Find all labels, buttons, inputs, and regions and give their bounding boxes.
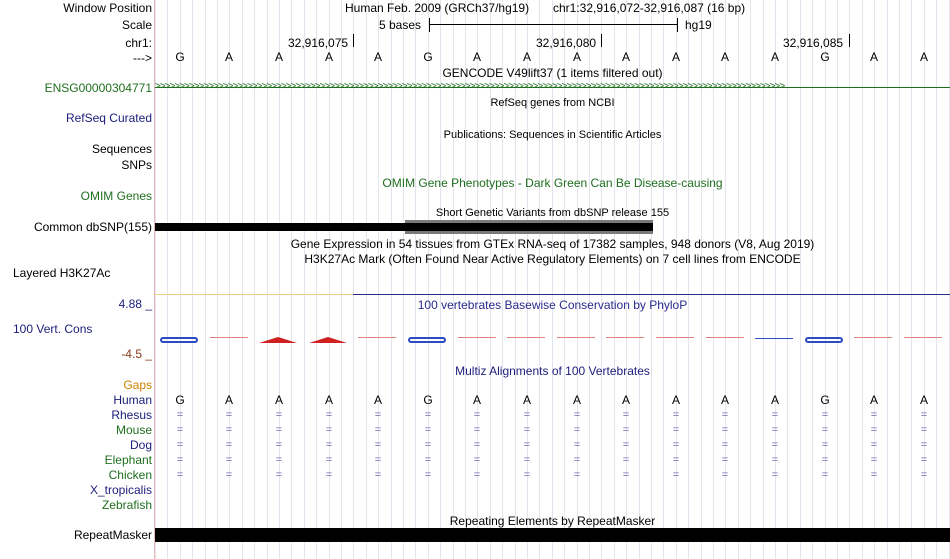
phylop-neutral-mark: [507, 337, 545, 338]
base-letter: A: [671, 50, 680, 64]
chicken-alignment-mark: =: [374, 469, 382, 481]
multiz-track-title[interactable]: Multiz Alignments of 100 Vertebrates: [455, 364, 650, 378]
rhesus-alignment-mark: =: [920, 409, 928, 421]
rhesus-alignment-mark: =: [771, 409, 779, 421]
rhesus-alignment-mark: =: [622, 409, 630, 421]
vert-cons-label[interactable]: 100 Vert. Cons: [13, 322, 93, 336]
chicken-alignment-mark: =: [523, 469, 531, 481]
layered-h3k27ac-label[interactable]: Layered H3K27Ac: [13, 266, 111, 280]
window-position-value: chr1:32,916,072-32,916,087 (16 bp): [553, 1, 746, 15]
common-dbsnp-label[interactable]: Common dbSNP(155): [33, 220, 152, 234]
base-letter: G: [423, 50, 433, 64]
rhesus-alignment-mark: =: [374, 409, 382, 421]
mouse-alignment-mark: =: [374, 424, 382, 436]
rhesus-alignment-mark: =: [573, 409, 581, 421]
human-base-letter: A: [671, 393, 680, 407]
dog-alignment-mark: =: [325, 439, 333, 451]
coord-label-1: 32,916,075: [288, 36, 349, 50]
human-base-letter: A: [869, 393, 878, 407]
chicken-alignment-mark: =: [225, 469, 233, 481]
dog-alignment-mark: =: [721, 439, 729, 451]
mouse-alignment-mark: =: [325, 424, 333, 436]
base-letter: A: [472, 50, 481, 64]
chicken-alignment-mark: =: [275, 469, 283, 481]
human-base-letter: A: [224, 393, 233, 407]
human-base-letter: A: [621, 393, 630, 407]
mouse-alignment-mark: =: [225, 424, 233, 436]
phylop-top-line: [353, 294, 950, 295]
phylop-neutral-mark: [210, 337, 248, 338]
dog-alignment-mark: =: [573, 439, 581, 451]
mouse-alignment-mark: =: [771, 424, 779, 436]
phylop-neutral-mark: [904, 337, 942, 338]
species-mouse-label[interactable]: Mouse: [115, 423, 152, 437]
elephant-alignment-mark: =: [225, 454, 233, 466]
dog-alignment-mark: =: [275, 439, 283, 451]
dog-alignment-mark: =: [473, 439, 481, 451]
assembly-title: Human Feb. 2009 (GRCh37/hg19): [345, 1, 530, 15]
phylop-neutral-mark: [706, 337, 744, 338]
mouse-alignment-mark: =: [523, 424, 531, 436]
gene-id-label[interactable]: ENSG00000304771: [44, 81, 152, 95]
chicken-alignment-mark: =: [573, 469, 581, 481]
phylop-low-mark: [755, 338, 793, 339]
mouse-alignment-mark: =: [473, 424, 481, 436]
chrom-label: chr1:: [125, 36, 152, 50]
dog-alignment-mark: =: [920, 439, 928, 451]
dog-alignment-mark: =: [870, 439, 878, 451]
rhesus-alignment-mark: =: [523, 409, 531, 421]
chicken-alignment-mark: =: [821, 469, 829, 481]
h3k27ac-track-title[interactable]: H3K27Ac Mark (Often Found Near Active Regulatory Elements) on 7 cell lines from ENCODE: [304, 252, 801, 266]
base-letter: A: [572, 50, 581, 64]
coord-label-3: 32,916,085: [783, 36, 844, 50]
mouse-alignment-mark: =: [920, 424, 928, 436]
dbsnp-variant-core[interactable]: [405, 223, 653, 231]
scale-text: 5 bases: [379, 18, 422, 32]
dog-alignment-mark: =: [225, 439, 233, 451]
base-letter: A: [621, 50, 630, 64]
human-base-letter: A: [572, 393, 581, 407]
elephant-alignment-mark: =: [721, 454, 729, 466]
dog-alignment-mark: =: [622, 439, 630, 451]
human-base-letter: A: [720, 393, 729, 407]
dog-alignment-mark: =: [374, 439, 382, 451]
mouse-alignment-mark: =: [721, 424, 729, 436]
rhesus-alignment-mark: =: [721, 409, 729, 421]
human-base-letter: A: [919, 393, 928, 407]
dog-alignment-mark: =: [821, 439, 829, 451]
base-letter: A: [770, 50, 779, 64]
mouse-alignment-mark: =: [672, 424, 680, 436]
species-dog-label[interactable]: Dog: [129, 438, 152, 452]
phylop-neutral-mark: [458, 337, 496, 338]
species-zebrafish-label[interactable]: Zebrafish: [101, 498, 152, 512]
elephant-alignment-mark: =: [374, 454, 382, 466]
rhesus-alignment-mark: =: [325, 409, 333, 421]
mouse-alignment-mark: =: [275, 424, 283, 436]
mouse-alignment-mark: =: [821, 424, 829, 436]
sequences-label[interactable]: Sequences: [91, 142, 152, 156]
dbsnp-track-title[interactable]: Short Genetic Variants from dbSNP release 155: [435, 207, 670, 219]
human-base-letter: G: [820, 393, 830, 407]
mouse-alignment-mark: =: [622, 424, 630, 436]
human-base-letter: A: [274, 393, 283, 407]
scale-bar-end: [677, 18, 678, 32]
base-letter: A: [274, 50, 283, 64]
human-base-letter: G: [423, 393, 433, 407]
dog-alignment-mark: =: [523, 439, 531, 451]
base-letter: A: [720, 50, 729, 64]
elephant-alignment-mark: =: [424, 454, 432, 466]
chicken-alignment-mark: =: [325, 469, 333, 481]
base-letter: A: [373, 50, 382, 64]
scale-label: Scale: [121, 18, 152, 32]
phylop-a-mark: [259, 337, 297, 343]
phylop-g-mark: [805, 337, 843, 343]
chicken-alignment-mark: =: [920, 469, 928, 481]
base-letter: G: [820, 50, 830, 64]
rhesus-alignment-mark: =: [672, 409, 680, 421]
elephant-alignment-mark: =: [473, 454, 481, 466]
chicken-alignment-mark: =: [721, 469, 729, 481]
elephant-alignment-mark: =: [672, 454, 680, 466]
elephant-alignment-mark: =: [573, 454, 581, 466]
phylop-neutral-mark: [358, 337, 396, 338]
dog-alignment-mark: =: [771, 439, 779, 451]
publications-track-title[interactable]: Publications: Sequences in Scientific Articles: [443, 129, 662, 141]
refseq-track-title[interactable]: RefSeq genes from NCBI: [490, 97, 615, 109]
base-letter: A: [869, 50, 878, 64]
base-letter: A: [919, 50, 928, 64]
phylop-g-mark: [160, 337, 198, 343]
base-letter: A: [522, 50, 531, 64]
chicken-alignment-mark: =: [870, 469, 878, 481]
gencode-track-title[interactable]: GENCODE V49lift37 (1 items filtered out): [442, 66, 663, 80]
genome-browser-track-image[interactable]: [155, 0, 950, 559]
phylop-neutral-mark: [854, 337, 892, 338]
human-base-letter: A: [373, 393, 382, 407]
chicken-alignment-mark: =: [672, 469, 680, 481]
base-letter: A: [324, 50, 333, 64]
dog-alignment-mark: =: [176, 439, 184, 451]
elephant-alignment-mark: =: [920, 454, 928, 466]
gene-model-line: [155, 87, 950, 88]
gaps-label[interactable]: Gaps: [123, 378, 152, 392]
phylop-max-label: 4.88 _: [118, 297, 152, 311]
elephant-alignment-mark: =: [870, 454, 878, 466]
gtex-track-title[interactable]: Gene Expression in 54 tissues from GTEx RNA-seq of 17382 samples, 948 donors (V8, Aug 2019): [290, 237, 815, 251]
base-letter: A: [224, 50, 233, 64]
elephant-alignment-mark: =: [821, 454, 829, 466]
elephant-alignment-mark: =: [176, 454, 184, 466]
rhesus-alignment-mark: =: [821, 409, 829, 421]
repeatmasker-label[interactable]: RepeatMasker: [73, 528, 152, 542]
elephant-alignment-mark: =: [622, 454, 630, 466]
coord-tick-1: [353, 34, 354, 47]
rhesus-alignment-mark: =: [275, 409, 283, 421]
species-elephant-label[interactable]: Elephant: [104, 453, 152, 467]
mouse-alignment-mark: =: [176, 424, 184, 436]
chicken-alignment-mark: =: [176, 469, 184, 481]
repeat-element-bar[interactable]: [155, 528, 950, 542]
chicken-alignment-mark: =: [771, 469, 779, 481]
dog-alignment-mark: =: [672, 439, 680, 451]
chicken-alignment-mark: =: [424, 469, 432, 481]
elephant-alignment-mark: =: [325, 454, 333, 466]
mouse-alignment-mark: =: [870, 424, 878, 436]
scale-bar-start: [429, 18, 430, 32]
rhesus-alignment-mark: =: [225, 409, 233, 421]
chicken-alignment-mark: =: [473, 469, 481, 481]
human-base-letter: G: [175, 393, 185, 407]
phylop-g-mark: [408, 337, 446, 343]
mouse-alignment-mark: =: [573, 424, 581, 436]
human-base-letter: A: [522, 393, 531, 407]
phylop-track-title[interactable]: 100 vertebrates Basewise Conservation by PhyloP: [417, 298, 688, 312]
coord-tick-2: [601, 34, 602, 47]
window-position-label: Window Position: [63, 1, 152, 15]
scale-bar: [429, 24, 677, 25]
omim-track-title[interactable]: OMIM Gene Phenotypes - Dark Green Can Be Disease-causing: [382, 176, 723, 190]
coord-tick-3: [849, 34, 850, 47]
h3k27ac-signal-line: [155, 294, 353, 295]
refseq-curated-label[interactable]: RefSeq Curated: [65, 111, 152, 125]
rhesus-alignment-mark: =: [870, 409, 878, 421]
species-xtropicalis-label[interactable]: X_tropicalis: [89, 483, 152, 497]
track-labels-panel: [0, 0, 154, 559]
coord-label-2: 32,916,080: [536, 36, 597, 50]
base-letter: G: [175, 50, 185, 64]
phylop-neutral-mark: [606, 337, 644, 338]
phylop-min-label: -4.5 _: [121, 347, 152, 361]
human-base-letter: A: [324, 393, 333, 407]
phylop-a-mark: [309, 337, 347, 343]
phylop-neutral-mark: [557, 337, 595, 338]
elephant-alignment-mark: =: [771, 454, 779, 466]
rhesus-alignment-mark: =: [424, 409, 432, 421]
species-rhesus-label[interactable]: Rhesus: [111, 408, 152, 422]
mouse-alignment-mark: =: [424, 424, 432, 436]
strand-arrow-label: --->: [133, 51, 152, 65]
repeatmasker-track-title[interactable]: Repeating Elements by RepeatMasker: [449, 514, 656, 528]
omim-genes-label[interactable]: OMIM Genes: [80, 189, 152, 203]
db-label: hg19: [685, 18, 712, 32]
species-chicken-label[interactable]: Chicken: [108, 468, 152, 482]
elephant-alignment-mark: =: [523, 454, 531, 466]
elephant-alignment-mark: =: [275, 454, 283, 466]
human-base-letter: A: [472, 393, 481, 407]
species-human-label[interactable]: Human: [113, 393, 152, 407]
dog-alignment-mark: =: [424, 439, 432, 451]
chicken-alignment-mark: =: [622, 469, 630, 481]
rhesus-alignment-mark: =: [176, 409, 184, 421]
rhesus-alignment-mark: =: [473, 409, 481, 421]
phylop-neutral-mark: [656, 337, 694, 338]
human-base-letter: A: [770, 393, 779, 407]
snps-label[interactable]: SNPs: [121, 158, 152, 172]
